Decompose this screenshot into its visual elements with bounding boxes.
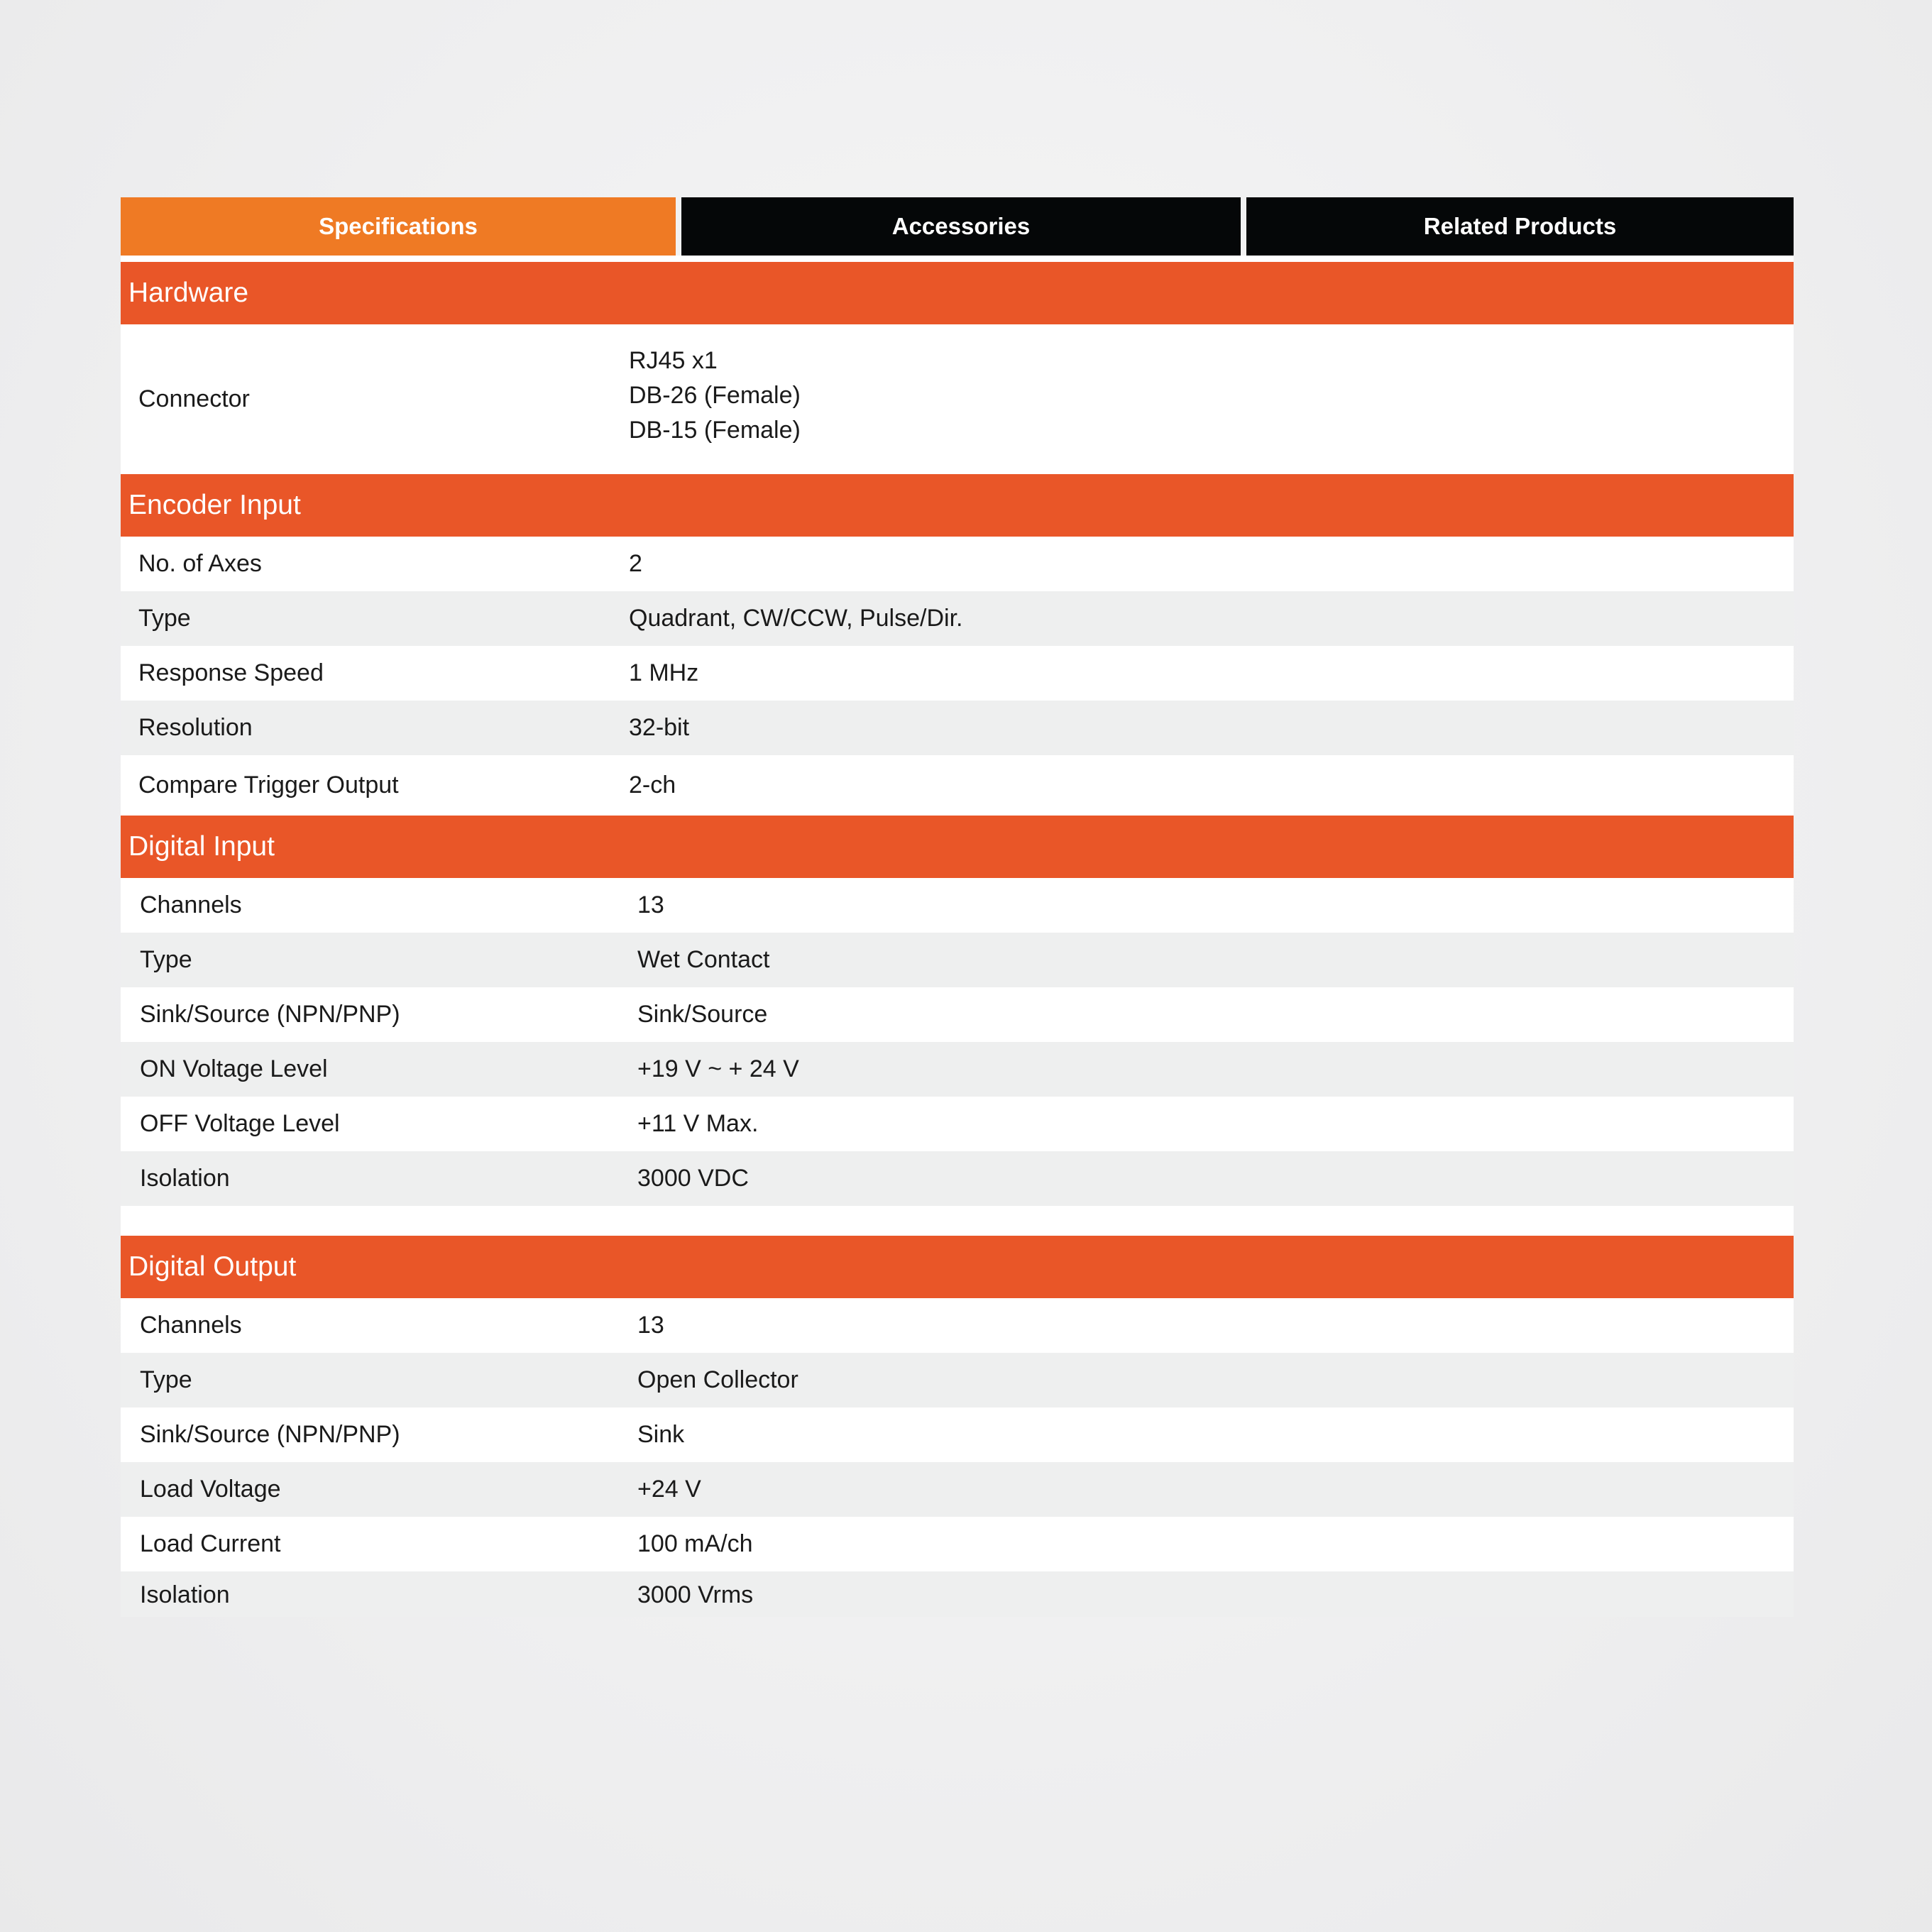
spec-value: +24 V [637, 1476, 701, 1503]
connector-value-line: RJ45 x1 [629, 347, 718, 374]
section-header-encoder-input: Encoder Input [121, 474, 1794, 537]
spec-value: 2-ch [629, 772, 676, 798]
table-row [121, 701, 1794, 755]
spec-value: 13 [637, 891, 664, 918]
spec-key: Sink/Source (NPN/PNP) [140, 1001, 400, 1028]
spec-key: Channels [140, 891, 242, 918]
table-row [121, 1097, 1794, 1151]
spec-key: Resolution [138, 714, 253, 741]
spec-value: 3000 Vrms [637, 1581, 754, 1608]
spec-value [629, 344, 1794, 448]
spec-value: 3000 VDC [637, 1165, 749, 1192]
spec-key: Load Voltage [140, 1476, 281, 1503]
table-row [121, 1407, 1794, 1462]
section-header-digital-input: Digital Input [121, 816, 1794, 878]
table-row [121, 878, 1794, 933]
tab-related-products[interactable]: Related Products [1246, 197, 1794, 256]
table-row [121, 591, 1794, 646]
spec-value: Open Collector [637, 1366, 798, 1393]
spec-value: +19 V ~ + 24 V [637, 1055, 799, 1082]
table-row [121, 646, 1794, 701]
spec-value: 13 [637, 1312, 664, 1339]
spec-value: 100 mA/ch [637, 1530, 753, 1557]
spec-key: Sink/Source (NPN/PNP) [140, 1421, 400, 1448]
spec-key: Connector [138, 385, 250, 412]
spec-value: Sink [637, 1421, 685, 1448]
spec-key: Channels [140, 1312, 242, 1339]
table-row [121, 537, 1794, 591]
table-row [121, 1151, 1794, 1206]
tab-specifications[interactable]: Specifications [121, 197, 676, 256]
table-row [121, 1462, 1794, 1517]
connector-value-line: DB-15 (Female) [629, 417, 801, 444]
spec-key: OFF Voltage Level [140, 1110, 340, 1137]
spec-value: 1 MHz [629, 659, 699, 686]
spec-key: Type [140, 946, 192, 973]
connector-value-line: DB-26 (Female) [629, 382, 801, 409]
table-row [121, 987, 1794, 1042]
section-header-digital-output: Digital Output [121, 1236, 1794, 1298]
table-row [121, 1353, 1794, 1407]
spec-value: +11 V Max. [637, 1110, 759, 1137]
spec-panel [121, 197, 1794, 1617]
tab-bar [121, 197, 1794, 256]
spec-key: Load Current [140, 1530, 281, 1557]
spec-value: 2 [629, 550, 642, 577]
spec-value: Wet Contact [637, 946, 770, 973]
spec-key: Type [140, 1366, 192, 1393]
table-row [121, 933, 1794, 987]
spec-key: No. of Axes [138, 550, 262, 577]
spec-key: Compare Trigger Output [138, 772, 399, 798]
spec-key: ON Voltage Level [140, 1055, 328, 1082]
section-header-hardware: Hardware [121, 262, 1794, 324]
spec-key: Type [138, 605, 191, 632]
table-row [121, 1042, 1794, 1097]
spec-row-connector [121, 324, 1794, 474]
table-row [121, 1298, 1794, 1353]
spec-value: 32-bit [629, 714, 690, 741]
tab-accessories[interactable]: Accessories [681, 197, 1241, 256]
spec-key: Isolation [140, 1165, 230, 1192]
table-row [121, 755, 1794, 816]
spec-key: Response Speed [138, 659, 324, 686]
spec-key: Isolation [140, 1581, 230, 1608]
table-row [121, 1571, 1794, 1617]
section-spacer [121, 1206, 1794, 1236]
divider [121, 256, 1794, 262]
table-row [121, 1517, 1794, 1571]
spec-value: Sink/Source [637, 1001, 768, 1028]
spec-value: Quadrant, CW/CCW, Pulse/Dir. [629, 605, 963, 632]
